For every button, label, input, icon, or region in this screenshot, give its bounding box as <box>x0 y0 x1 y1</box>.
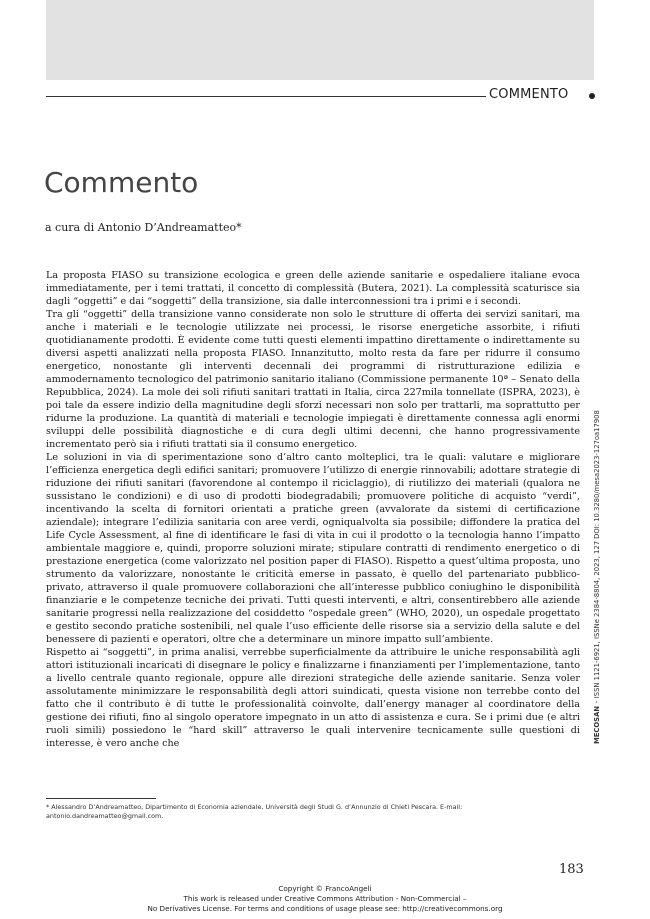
license-notice <box>80 884 570 914</box>
article-body <box>46 269 580 750</box>
byline: a cura di Antonio D’Andreamatteo* <box>45 221 242 234</box>
side-metadata-container <box>590 336 604 744</box>
section-rule <box>46 96 486 97</box>
body-paragraph: Rispetto ai “soggetti”, in prima analisi, verrebbe superficialmente da attribuire le uniche responsabilità agli attori istituzionali incaricati di disegnare le policy e finalizzarne i finanziamenti per l’implementazione, tanto a livello centrale quanto regionale, oppure alle direzioni strategiche delle aziende sanitarie. Senza voler assolutamente minimizzare le responsabilità degli attori suindicati, questa visione non terrebbe conto del fatto che il contributo è di tutte le professionalità coinvolte, dall’energy manager al coordinatore della gestione dei rifiuti, fino al singolo operatore impegnato in un atto di assistenza e cura. Se i primi due (e altri ruoli simili) possiedono le “hard skill” attraverso le quali intervenire tecnicamente sulle questioni di interesse, è vero anche che <box>46 647 580 749</box>
footnote: * Alessandro D’Andreamatteo, Dipartimento di Economia aziendale, Università degli Studi G. d’Annunzio di Chieti Pescara. E-mail: antonio.dandreamatteo@gmail.com. <box>46 803 463 820</box>
page-title: Commento <box>44 166 199 199</box>
body-paragraph: Le soluzioni in via di sperimentazione sono d’altro canto molteplici, tra le quali: valutare e migliorare l’efficienza energetica degli edifici sanitari; promuovere l’utilizzo di energie rinnovabili; adottare strategie di riduzione dei rifiuti sanitari (favorendone al contempo il riciclaggio), di riutilizzo dei materiali (qualora ne sussistano le condizioni) e di uso di prodotti biodegradabili; promuovere politiche di acquisto “verdi”, incentivando la scelta di fornitori orientati a pratiche green (avvalorate da sistemi di certificazione aziendale); integrare l’edilizia sanitaria con aree verdi, ogniqualvolta sia possibile; diffondere la pratica del Life Cycle Assessment, al fine di identificare le fasi di vita in cui il prodotto o la tecnologia hanno l’impatto ambientale maggiore e, quindi, proporre soluzioni mirate; stipulare contratti di rendimento energetico o di prestazione energetica (come valorizzato nel position paper di FIASO). Rispetto a quest’ultima proposta, uno strumento da valorizzare, nonostante le criticità emerse in passato, è quello del partenariato pubblico-privato, attraverso il quale promuovere collaborazioni che all’interesse pubblico coniughino le disponibilità finanziarie e le competenze tecniche dei privati. Tutti questi interventi, e altri, consentirebbero alle aziende sanitarie progressi nella realizzazione del cosiddetto “ospedale green” (WHO, 2020), un ospedale progettato e gestito secondo pratiche sostenibili, nel quale l’uso efficiente delle risorse sia a servizio della salute e del benessere di pazienti e operatori, oltre che a determinare un minore impatto sull’ambiente. <box>46 452 580 645</box>
section-dot-icon <box>589 93 595 99</box>
body-paragraph: La proposta FIASO su transizione ecologica e green delle aziende sanitarie e ospedaliere italiane evoca immediatamente, per i temi trattati, il concetto di complessità (Butera, 2021). La complessità scaturisce sia dagli “oggetti” e dai “soggetti” della transizione, sia dalle interconnessioni tra i primi e i secondi. <box>46 270 580 307</box>
section-label: COMMENTO <box>489 87 569 102</box>
journal-details: – ISSN 1121-6921, ISSNe 2384-8804, 2023, 127 DOI: 10.3280/mesa2023-127oa17908 <box>593 410 601 706</box>
header-band <box>46 0 594 80</box>
page-number: 183 <box>559 862 584 877</box>
license-terms-line: No Derivatives License. For terms and conditions of usage please see: http://creativecommons.org <box>147 904 503 913</box>
journal-name: MECOSAN <box>593 705 601 744</box>
copyright-line: Copyright © FrancoAngeli <box>278 884 372 893</box>
footnote-rule <box>46 798 156 799</box>
license-line: This work is released under Creative Commons Attribution - Non-Commercial – <box>183 894 467 903</box>
side-metadata <box>590 336 604 744</box>
body-paragraph: Tra gli “oggetti” della transizione vanno considerate non solo le strutture di offerta dei servizi sanitari, ma anche i materiali e le tecnologie utilizzate nei processi, le risorse energetiche assorbite, i rifiuti quotidianamente prodotti. È evidente come tutti questi elementi impattino direttamente o indirettamente su diversi aspetti analizzati nella proposta FIASO. Innanzitutto, molto resta da fare per ridurre il consumo energetico, nonostante gli interventi decennali dei programmi di ristrutturazione edilizia e ammodernamento tecnologico del patrimonio sanitario italiano (Commissione permanente 10ª – Senato della Repubblica, 2024). La mole dei soli rifiuti sanitari trattati in Italia, circa 227mila tonnellate (ISPRA, 2023), è poi tale da essere indizio della magnitudine degli sforzi necessari non solo per trattarli, ma soprattutto per ridurne la produzione. La quantità di materiali e tecnologie impiegati è direttamente connessa agli enormi sviluppi delle possibilità diagnostiche e di cura degli ultimi decenni, che hanno progressivamente incrementato però sia i rifiuti trattati sia il consumo energetico. <box>46 309 580 450</box>
